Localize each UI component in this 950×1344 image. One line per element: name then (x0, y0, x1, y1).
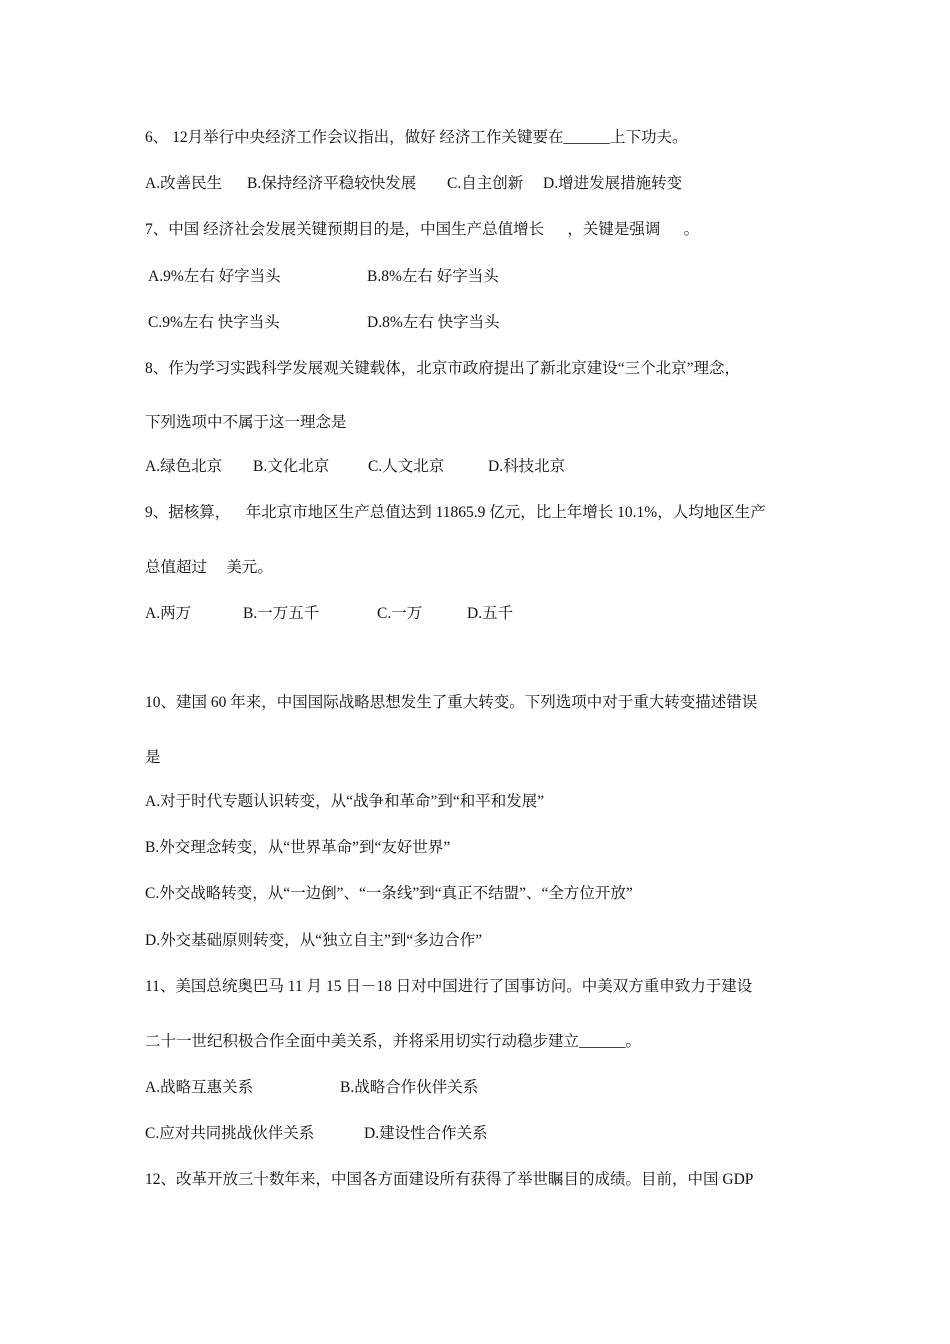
question-12-stem-line-1: 12、改革开放三十数年来，中国各方面建设所有获得了举世瞩目的成绩。目前，中国 GDP (145, 1171, 754, 1188)
question-11-option-a: A.战略互惠关系 (145, 1079, 254, 1096)
question-10-option-c: C.外交战略转变，从“一边倒”、“一条线”到“真正不结盟”、“全方位开放” (145, 885, 633, 902)
question-9-stem-line-1: 9、据核算， 年北京市地区生产总值达到 11865.9 亿元，比上年增长 10.1%，人均地区生产 (145, 504, 766, 521)
question-6-option-a: A.改善民生 (145, 175, 223, 192)
question-10-option-a: A.对于时代专题认识转变，从“战争和革命”到“和平和发展” (145, 793, 545, 810)
question-9-option-a: A.两万 (145, 605, 192, 622)
question-8-stem-line-1: 8、作为学习实践科学发展观关键载体，北京市政府提出了新北京建设“三个北京”理念， (145, 360, 741, 377)
question-9-option-d: D.五千 (467, 605, 514, 622)
question-6-option-b: B.保持经济平稳较快发展 (247, 175, 417, 192)
question-8-option-d: D.科技北京 (488, 458, 566, 475)
question-7-option-b: B.8%左右 好字当头 (367, 268, 499, 285)
question-11-stem-line-1: 11、美国总统奥巴马 11 月 15 日－18 日对中国进行了国事访问。中美双方重申致力于建设 (145, 978, 753, 995)
question-8-option-c: C.人文北京 (368, 458, 445, 475)
question-10-stem-line-1: 10、建国 60 年来，中国国际战略思想发生了重大转变。下列选项中对于重大转变描述错误 (145, 694, 758, 711)
question-8-option-b: B.文化北京 (253, 458, 330, 475)
question-6-option-d: D.增进发展措施转变 (543, 175, 683, 192)
question-7-stem: 7、中国 经济社会发展关键预期目的是，中国生产总值增长 ，关键是强调 。 (145, 221, 700, 238)
question-9-stem-line-2: 总值超过 美元。 (145, 559, 273, 576)
question-9-option-b: B.一万五千 (243, 605, 320, 622)
question-6-stem: 6、 12月举行中央经济工作会议指出，做好 经济工作关键要在______上下功夫。 (145, 129, 688, 146)
question-8-option-a: A.绿色北京 (145, 458, 223, 475)
question-11-stem-line-2: 二十一世纪积极合作全面中美关系，并将采用切实行动稳步建立______。 (145, 1033, 642, 1050)
question-6-option-c: C.自主创新 (447, 175, 524, 192)
question-11-option-d: D.建设性合作关系 (364, 1125, 488, 1142)
question-10-option-b: B.外交理念转变，从“世界革命”到“友好世界” (145, 839, 451, 856)
question-8-stem-line-2: 下列选项中不属于这一理念是 (145, 414, 347, 431)
question-7-option-c: C.9%左右 快字当头 (148, 314, 280, 331)
question-7-option-a: A.9%左右 好字当头 (148, 268, 281, 285)
question-7-option-d: D.8%左右 快字当头 (367, 314, 500, 331)
question-10-option-d: D.外交基础原则转变，从“独立自主”到“多边合作” (145, 932, 483, 949)
question-11-option-c: C.应对共同挑战伙伴关系 (145, 1125, 315, 1142)
question-11-option-b: B.战略合作伙伴关系 (340, 1079, 479, 1096)
question-9-option-c: C.一万 (377, 605, 423, 622)
question-10-stem-line-2: 是 (145, 749, 161, 766)
